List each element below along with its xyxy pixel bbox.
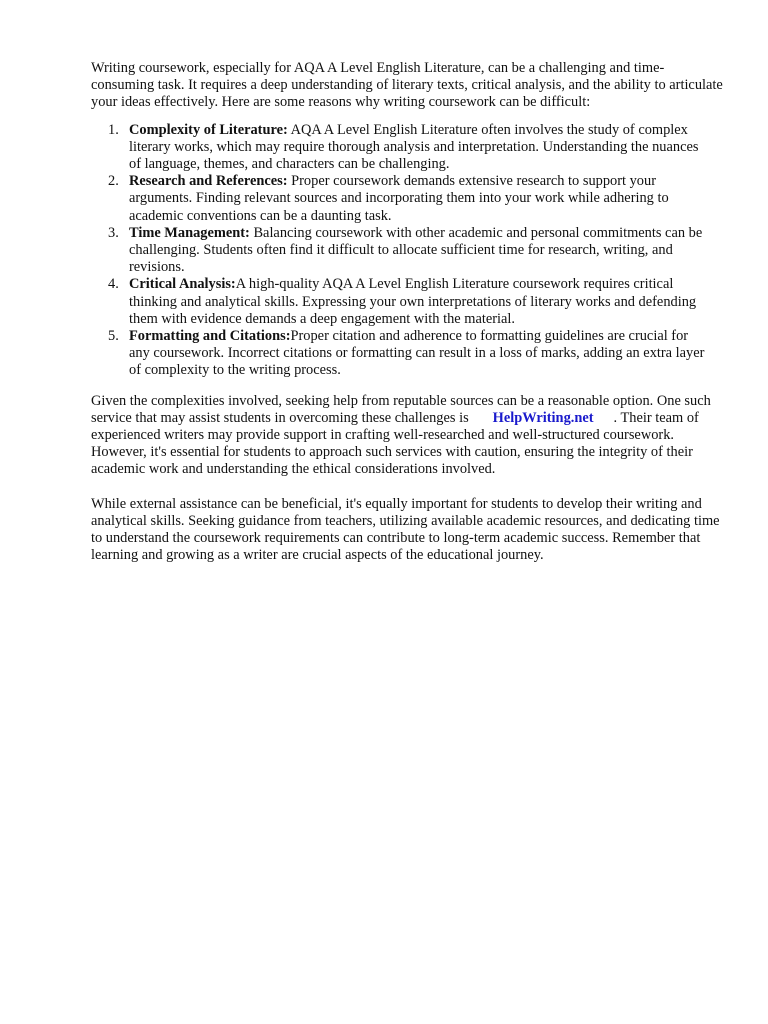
- reason-term: Formatting and Citations:: [129, 328, 291, 345]
- reason-text: Balancing coursework with other academic and personal commitments can be challenging. Students often find it difficult to allocate sufficient time for research, writing, and revisions.: [129, 224, 703, 276]
- service-text-before: Given the complexities involved, seeking help from reputable sources can be a reasonable option. One such service that may assist students in overcoming these challenges is: [91, 392, 711, 426]
- reason-term: Research and References:: [129, 173, 288, 190]
- list-item: [129, 173, 727, 225]
- service-text-after: .: [613, 409, 618, 426]
- reason-term: Critical Analysis:: [129, 276, 236, 293]
- helpwriting-link[interactable]: HelpWriting.net: [492, 409, 594, 426]
- list-item: [129, 276, 727, 328]
- reason-text: A high-quality AQA A Level English Literature coursework requires critical thinking and analytical skills. Expressing your own interpretations of literary works and defending them with evidence demands a deep engagement with the material.: [129, 276, 697, 327]
- reason-term: Time Management:: [129, 224, 250, 241]
- closing-paragraph: While external assistance can be beneficial, it's equally important for students to develop their writing and analytical skills. Seeking guidance from teachers, utilizing available academic resources, and dedicating time to understand the coursework requirements can contribute to long-term academic success. Remember that learning and growing as a writer are crucial aspects of the educational journey.: [91, 495, 720, 564]
- service-text-rest: Their team of experienced writers may provide support in crafting well-researched and well-structured coursework. However, it's essential for students to approach such services with caution, ensuring the integrity of their academic work and understanding the ethical considerations involved.: [91, 409, 699, 478]
- reason-text: Proper coursework demands extensive research to support your arguments. Finding relevant sources and incorporating them into your work while adhering to academic conventions can be a daunting task.: [129, 173, 669, 224]
- reason-text: Proper citation and adherence to formatting guidelines are crucial for any coursework. Incorrect citations or formatting can result in a loss of marks, adding an extra layer of complexity to the writing process.: [129, 328, 705, 379]
- reason-term: Complexity of Literature:: [129, 121, 288, 138]
- reason-text: AQA A Level English Literature often involves the study of complex literary works, which may require thorough analysis and interpretation. Understanding the nuances of language, themes, and characters can be challenging.: [129, 121, 699, 173]
- intro-paragraph: Writing coursework, especially for AQA A Level English Literature, can be a challenging and time-consuming task. It requires a deep understanding of literary texts, critical analysis, and the ability to articulate your ideas effectively. Here are some reasons why writing coursework can be difficult:: [91, 60, 723, 111]
- list-item: [129, 328, 727, 380]
- reasons-list: [91, 122, 727, 380]
- list-item: [129, 225, 727, 277]
- list-item: [129, 122, 727, 174]
- document-page: [91, 60, 727, 581]
- service-paragraph: [91, 393, 727, 479]
